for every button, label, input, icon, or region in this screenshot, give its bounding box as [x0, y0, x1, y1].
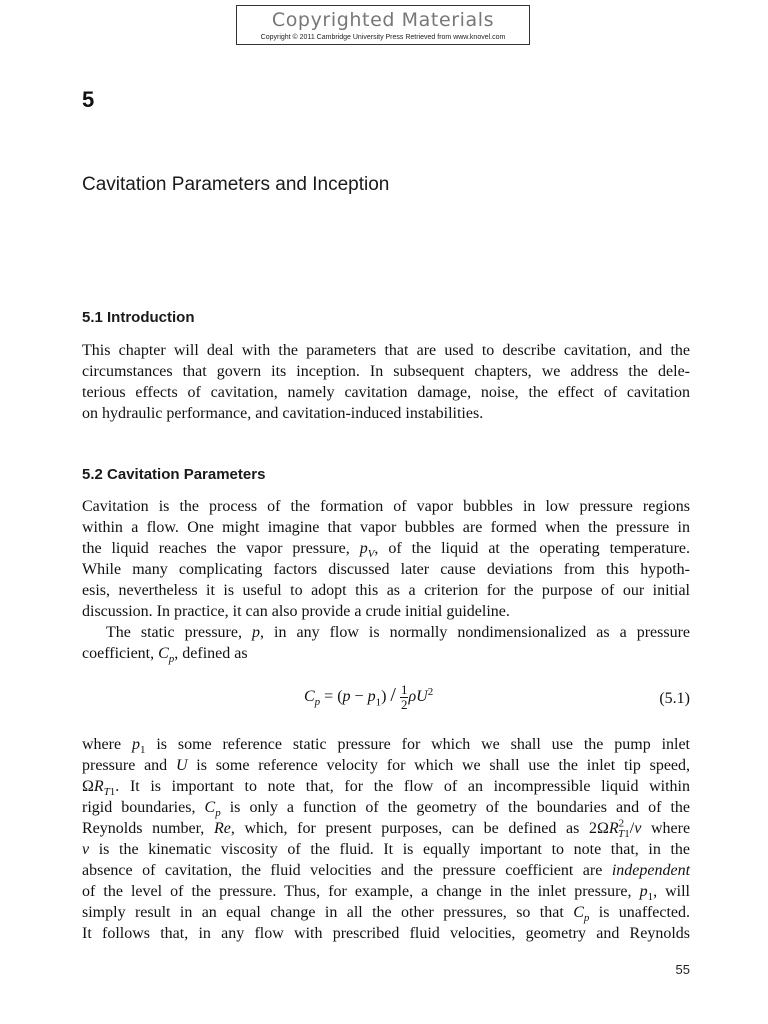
equation-5-1: [82, 676, 690, 724]
equation-number: (5.1): [659, 690, 690, 707]
text-line: This chapter will deal with the parameters that are used to describe cavitation, and the: [82, 342, 690, 359]
text-line: ν is the kinematic viscosity of the fluid. It is equally important to note that, in the: [82, 841, 691, 858]
text-line: coefficient, $C_p$, defined as: [82, 645, 248, 666]
text-line: The static pressure, p, in any flow is normally nondimensionalized as a pressure: [106, 624, 691, 641]
page-number: 55: [675, 962, 690, 977]
cavitation-paragraph: [82, 496, 690, 664]
text-line: terious effects of cavitation, namely cavitation damage, noise, the effect of cavitation: [82, 384, 690, 401]
banner-title: Copyrighted Materials: [271, 9, 495, 31]
text-line: discussion. In practice, it can also provide a crude initial guideline.: [82, 603, 510, 620]
text-line: rigid boundaries, $C_p$ is only a function of the geometry of the boundaries and of the: [82, 799, 691, 820]
text-line: While many complicating factors discussed later cause deviations from this hypoth-: [82, 561, 690, 578]
introduction-paragraph: [82, 340, 690, 424]
section-heading-cavitation-parameters: 5.2 Cavitation Parameters: [82, 466, 266, 483]
text-line: the liquid reaches the vapor pressure, $p_V$, of the liquid at the operating temperature.: [82, 540, 691, 561]
text-line: on hydraulic performance, and cavitation-induced instabilities.: [82, 405, 484, 422]
text-line: where $p_1$ is some reference static pressure for which we shall use the pump inlet: [82, 736, 691, 757]
equation-body: $C_p = (p - p_1)$ / $\frac{1}{2}$ $\rho U^2$: [304, 682, 434, 712]
text-line: Reynolds number, Re, which, for present purposes, can be defined as $2\Omega R^2_{T1}/\nu$ where: [82, 817, 691, 841]
section-heading-introduction: 5.1 Introduction: [82, 309, 195, 326]
text-line: esis, nevertheless it is useful to adopt this as a criterion for the purpose of our initial: [82, 582, 690, 599]
where-paragraph: [82, 734, 690, 944]
copyright-banner: [236, 5, 530, 45]
text-line: of the level of the pressure. Thus, for example, a change in the inlet pressure, $p_1$, will: [82, 883, 690, 904]
text-line: absence of cavitation, the fluid velocities and the pressure coefficient are independent: [82, 862, 691, 879]
fraction-one-half: $\frac{1}{2}$: [400, 682, 408, 712]
text-line: circumstances that govern its inception. In subsequent chapters, we address the dele-: [82, 363, 690, 380]
text-line: pressure and U is some reference velocity for which we shall use the inlet tip speed,: [82, 757, 691, 774]
chapter-number: 5: [82, 87, 95, 112]
text-line: It follows that, in any flow with prescribed fluid velocities, geometry and Reynolds: [82, 925, 690, 942]
text-line: within a flow. One might imagine that vapor bubbles are formed when the pressure in: [82, 519, 690, 536]
chapter-title: Cavitation Parameters and Inception: [82, 174, 390, 195]
text-line: simply result in an equal change in all the other pressures, so that $C_p$ is unaffected.: [82, 904, 691, 925]
banner-subtitle: Copyright © 2011 Cambridge University Press Retrieved from www.knovel.com: [260, 34, 506, 41]
text-line: Cavitation is the process of the formation of vapor bubbles in low pressure regions: [82, 498, 690, 515]
text-line: $\Omega R_{T1}$. It is important to note that, for the flow of an incompressible liquid within: [82, 778, 690, 799]
